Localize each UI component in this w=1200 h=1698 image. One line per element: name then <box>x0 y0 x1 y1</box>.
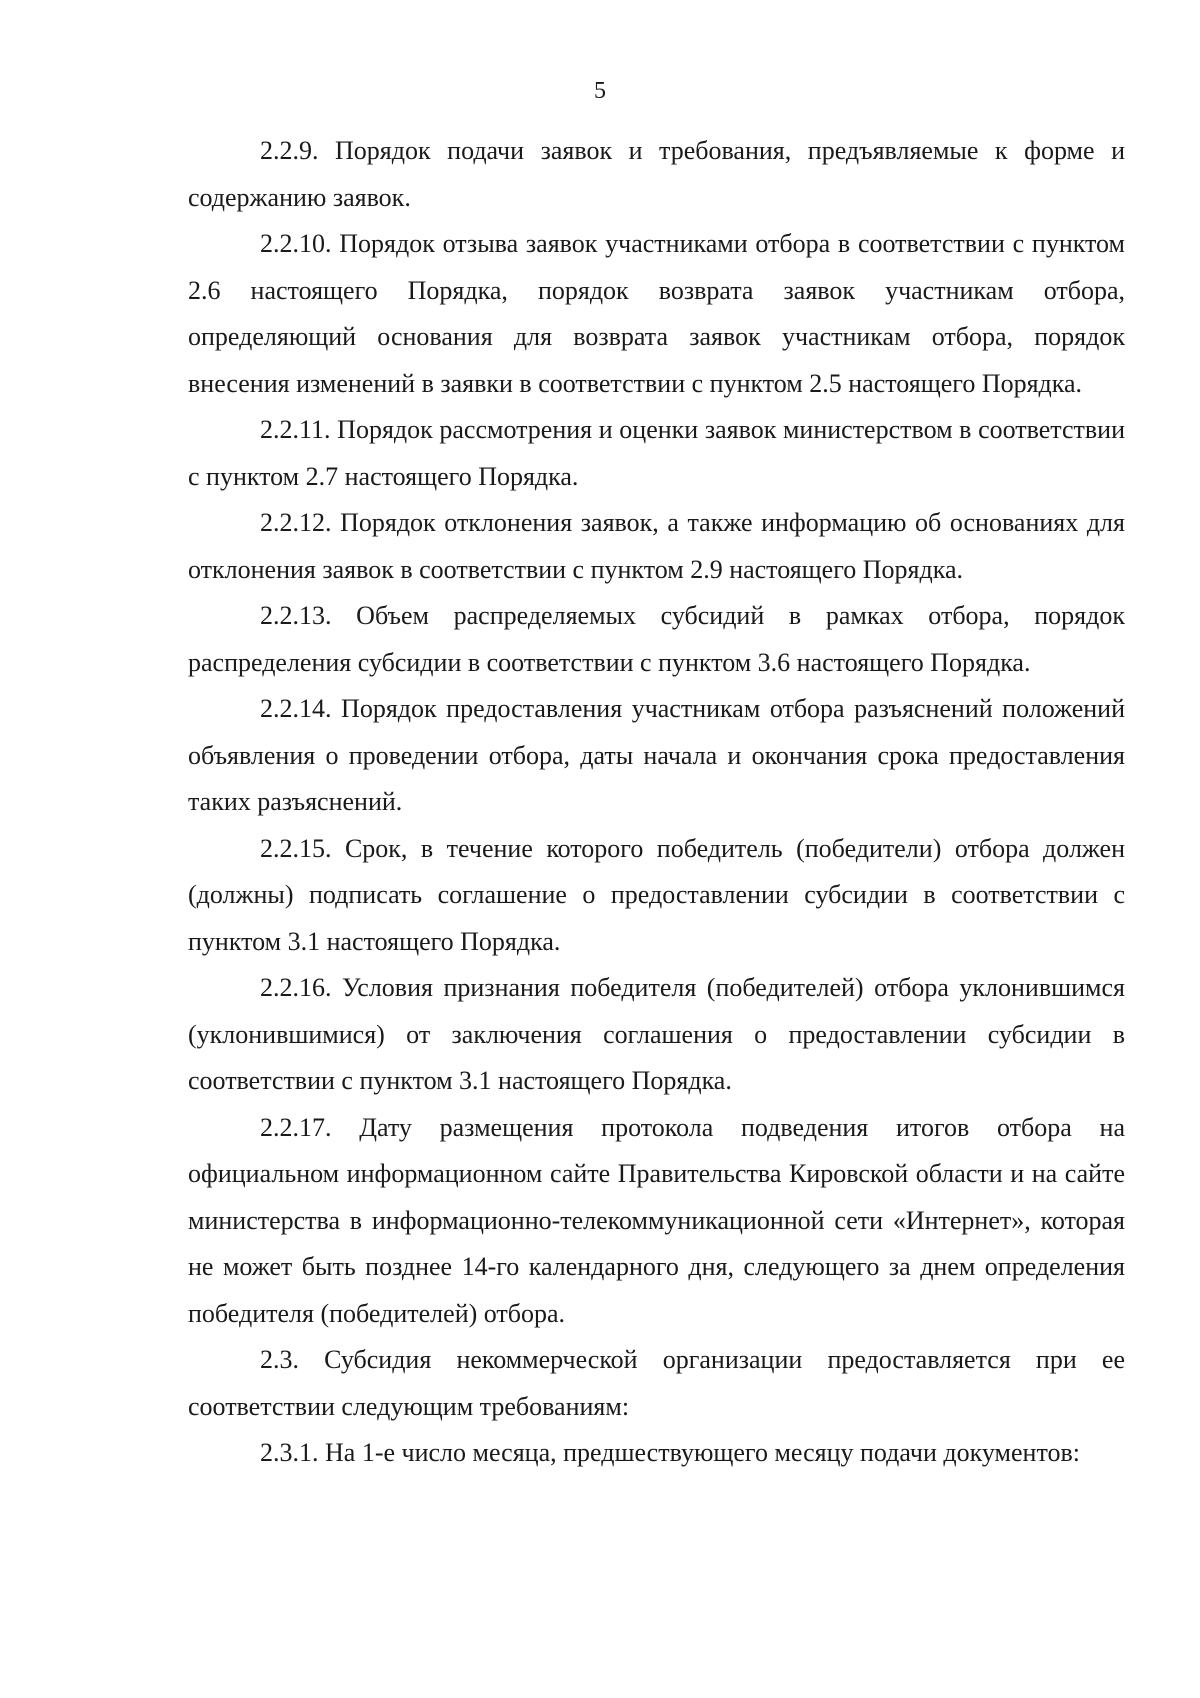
page-number: 5 <box>594 78 606 104</box>
paragraph-2-2-15: 2.2.15. Срок, в течение которого победитель (победители) отбора должен (должны) подписать соглашение о предоставлении субсидии в соответствии с пунктом 3.1 настоящего Порядка. <box>188 833 1125 956</box>
paragraph-2-2-16: 2.2.16. Условия признания победителя (победителей) отбора уклонившимся (уклонившимися) от заключения соглашения о предоставлении субсидии в соответствии с пунктом 3.1 настоящего Порядка. <box>188 973 1125 1095</box>
paragraph-2-2-13: 2.2.13. Объем распределяемых субсидий в рамках отбора, порядок распределения субсидии в соответствии с пунктом 3.6 настоящего Порядка. <box>188 601 1125 677</box>
paragraph-2-2-12: 2.2.12. Порядок отклонения заявок, а также информацию об основаниях для отклонения заявок в соответствии с пунктом 2.9 настоящего Порядка. <box>188 508 1125 584</box>
paragraph-2-3: 2.3. Субсидия некоммерческой организации предоставляется при ее соответствии следующим требованиям: <box>188 1345 1125 1421</box>
paragraph-2-2-9: 2.2.9. Порядок подачи заявок и требования, предъявляемые к форме и содержанию заявок. <box>188 136 1125 212</box>
document-body <box>188 128 1125 1477</box>
paragraph-2-3-1: 2.3.1. На 1-е число месяца, предшествующего месяцу подачи документов: <box>260 1438 1080 1467</box>
paragraph-2-2-10: 2.2.10. Порядок отзыва заявок участниками отбора в соответствии с пунктом 2.6 настоящего Порядка, порядок возврата заявок участникам отбора, определяющий основания для возврата заявок участникам отбора, порядок внесения изменений в заявки в соответствии с пунктом 2.5 настоящего Порядка. <box>188 229 1125 398</box>
paragraph-2-2-17: 2.2.17. Дату размещения протокола подведения итогов отбора на официальном информационном сайте Правительства Кировской области и на сайте министерства в информационно-телекоммуникационной сети «Интернет», которая не может быть позднее 14-го календарного дня, следующего за днем определения победителя (победителей) отбора. <box>188 1112 1125 1328</box>
paragraph-2-2-11: 2.2.11. Порядок рассмотрения и оценки заявок министерством в соответствии с пунктом 2.7 настоящего Порядка. <box>188 415 1125 491</box>
paragraph-2-2-14: 2.2.14. Порядок предоставления участникам отбора разъяснений положений объявления о проведении отбора, даты начала и окончания срока предоставления таких разъяснений. <box>188 694 1125 816</box>
